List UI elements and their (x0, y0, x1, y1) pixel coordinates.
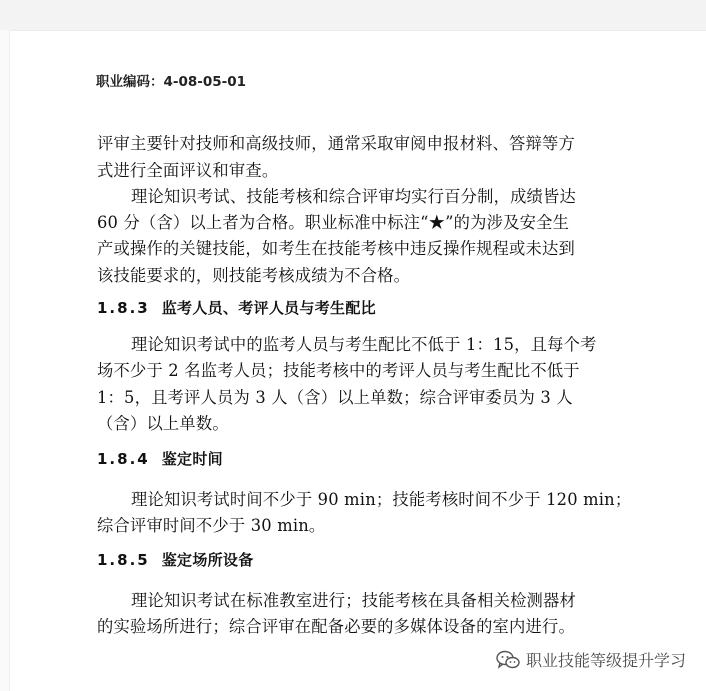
paragraph-line: 评审主要针对技师和高级技师，通常采取审阅申报材料、答辩等方 (97, 134, 575, 153)
paragraph-line: 场不少于 2 名监考人员；技能考核中的考评人员与考生配比不低于 (97, 361, 580, 380)
paragraph-line: 理论知识考试在标准教室进行；技能考核在具备相关检测器材 (131, 591, 576, 610)
viewer-left-edge (0, 30, 10, 691)
section-heading-1-8-5 (97, 549, 254, 570)
paragraph-line: 理论知识考试中的监考人员与考生配比不低于 1：15，且每个考 (131, 335, 597, 354)
section-number: 1.8.5 (97, 551, 150, 569)
section-number: 1.8.4 (97, 450, 150, 468)
section-title: 鉴定场所设备 (161, 551, 254, 569)
viewer-top-bar (0, 0, 706, 31)
section-heading-1-8-3 (97, 297, 376, 318)
watermark-text: 职业技能等级提升学习 (525, 651, 686, 670)
section-number: 1.8.3 (97, 299, 150, 317)
wechat-watermark (496, 648, 686, 671)
paragraph-line: 理论知识考试时间不少于 90 min；技能考核时间不少于 120 min； (131, 490, 632, 509)
paragraph-line: 产或操作的关键技能，如考生在技能考核中违反操作规程或未达到 (97, 239, 575, 258)
paragraph-line: 式进行全面评议和审查。 (97, 161, 279, 180)
paragraph-line: 综合评审时间不少于 30 min。 (97, 516, 326, 535)
section-heading-1-8-4 (97, 448, 223, 469)
occupation-code: 职业编码：4-08-05-01 (96, 74, 247, 90)
section-title: 鉴定时间 (161, 450, 223, 468)
paragraph-line: 的实验场所进行；综合评审在配备必要的多媒体设备的室内进行。 (97, 617, 575, 636)
paragraph-line: 60 分（含）以上者为合格。职业标准中标注“★”的为涉及安全生 (97, 213, 570, 232)
paragraph-line: 1：5，且考评人员为 3 人（含）以上单数；综合评审委员为 3 人 (97, 388, 573, 407)
wechat-icon (496, 650, 520, 670)
section-title: 监考人员、考评人员与考生配比 (161, 299, 376, 317)
paragraph-line: （含）以上单数。 (97, 414, 229, 433)
paragraph-line: 理论知识考试、技能考核和综合评审均实行百分制，成绩皆达 (131, 187, 576, 206)
paragraph-line: 该技能要求的，则技能考核成绩为不合格。 (97, 266, 411, 285)
